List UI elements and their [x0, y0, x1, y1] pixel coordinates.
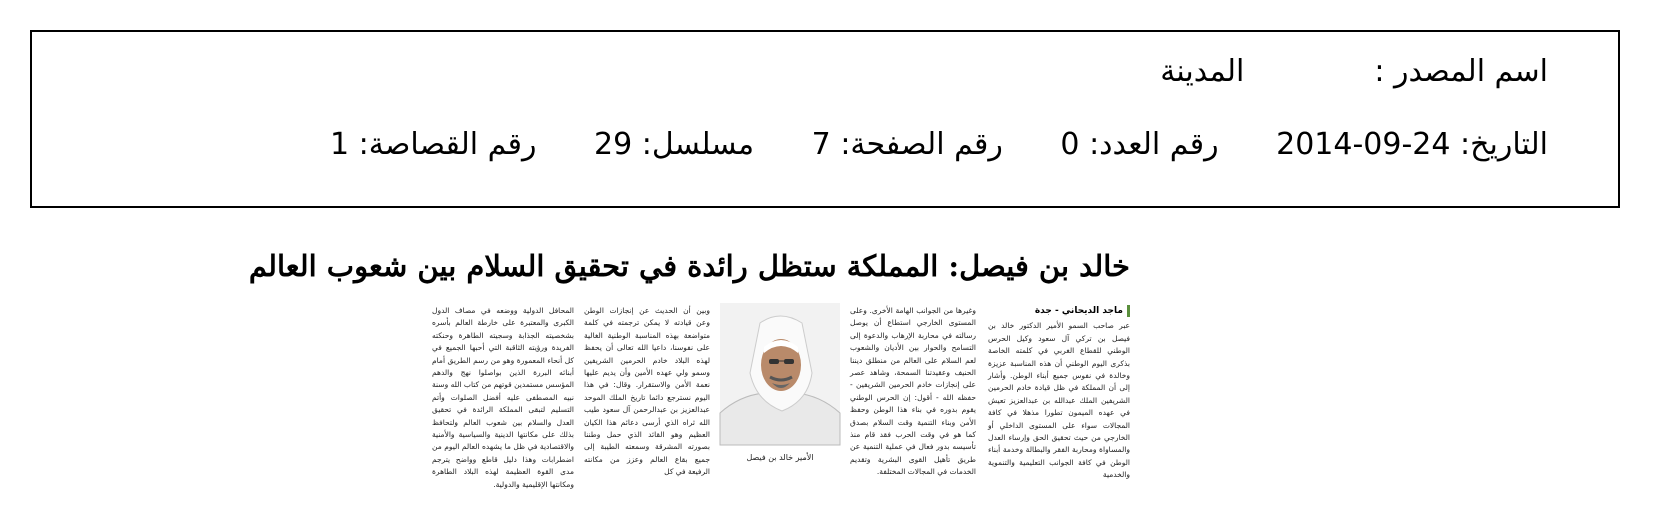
meta-row [330, 127, 1548, 162]
article-column-1 [988, 305, 1130, 505]
clip-value: 1 [330, 127, 350, 162]
clip-label: رقم القصاصة: [358, 127, 537, 162]
newspaper-clipping [248, 245, 1130, 502]
source-row [1160, 54, 1548, 89]
page-label: رقم الصفحة: [840, 127, 1003, 162]
photo-caption: الأمير خالد بن فيصل [746, 453, 814, 462]
source-info-box [30, 30, 1620, 208]
serial-label: مسلسل: [641, 127, 755, 162]
issue-value: 0 [1060, 127, 1080, 162]
article-column-3: وبين أن الحديث عن إنجازات الوطن وعن قيادته لا يمكن ترجمته في كلمة متواضعة بهذه المناسبة الوطنية الغالية على نفوسنا، داعيا الله تعالى أن يحفظ لهذه البلاد خادم الحرمين الشريفين وسمو ولي عهده الأمين وأن يديم عليها نعمة الأمن والاستقرار. وقال: في هذا اليوم نسترجع دائما تاريخ الملك الموحد عبدالعزيز بن عبدالرحمن آل سعود طيب الله ثراه الذي أرسى دعائم هذا الكيان العظيم وهو القائد الذي حمل وطننا بصورته المشرقة وسمعته الطيبة إلى جميع بقاع العالم وعزز من مكانته الرفيعة في كل [584, 306, 710, 477]
article-byline: ماجد الديحاني - جدة [1035, 305, 1130, 317]
source-label: اسم المصدر : [1374, 54, 1548, 89]
source-value: المدينة [1160, 54, 1245, 89]
article-headline: خالد بن فيصل: المملكة ستظل رائدة في تحقيق السلام بين شعوب العالم [248, 249, 1130, 283]
article-column-2: وغيرها من الجوانب الهامة الأخرى. وعلى المستوى الخارجي استطاع أن يوصل رسالته في محاربة الإرهاب والدعوة إلى التسامح والحوار بين الأديان والشعوب لعم السلام على العالم من منطلق ديننا الحنيف وعقيدتنا السمحة، وشاهد عصر على إنجازات خادم الحرمين الشريفين - حفظه الله - أقول: إن الحرس الوطني يقوم بدوره في بناء هذا الوطن وحفظ الأمن وبناء التنمية وقت السلام بصدق كما هو في وقت الحرب فقد قام منذ تأسيسه بدور فعال في عملية التنمية عن طريق تأهيل القوى البشرية وتقديم الخدمات في المجالات المختلفة. [850, 306, 976, 477]
portrait-photo [720, 303, 840, 445]
date-value: 2014-09-24 [1276, 127, 1451, 162]
serial-value: 29 [594, 127, 633, 162]
date-label: التاريخ: [1460, 127, 1548, 162]
page-value: 7 [811, 127, 831, 162]
article-column-1-text: عبر صاحب السمو الأمير الدكتور خالد بن فيصل بن تركي آل سعود وكيل الحرس الوطني للقطاع الغربي في كلمته الخاصة بذكرى اليوم الوطني أن هذه المناسبة عزيزة وخالدة في نفوس جميع أبناء الوطن. وأشار إلى أن المملكة في ظل قيادة خادم الحرمين الشريفين الملك عبدالله بن عبدالعزيز تعيش في عهده الميمون تطورا مذهلا في كافة المجالات سواء على المستوى الداخلي أو الخارجي من حيث تحقيق الحق وإرساء العدل والمساواة ومحاربة الفقر والبطالة وخدمة أبناء الوطن في كافة الجوانب التعليمية والتنموية والخدمية [988, 321, 1130, 480]
issue-label: رقم العدد: [1089, 127, 1219, 162]
article-column-4: المحافل الدولية ووضعه في مصاف الدول الكبرى والمعتبرة على خارطة العالم بأسره بشخصيته الجذابة وسجيته الطاهرة وحنكته الفريدة ورؤيته الثاقبة التي أحبها الجميع في كل أنحاء المعمورة وهو من رسم الطريق أمام أبنائه البررة الذين بواصلوا نهج والدهم المؤسس مستمدين قوتهم من كتاب الله وسنة نبيه المصطفى عليه أفضل الصلوات وأتم التسليم لتبقى المملكة الرائدة في تحقيق العدل والسلام بين شعوب العالم ولتحافظ بذلك على مكانتها الدينية والسياسية والأمنية والاقتصادية في ظل ما يشهده العالم اليوم من اضطرابات وهذا دليل قاطع وواضح يترجم مدى القوة العظيمة لهذه البلاد الطاهرة ومكانتها الإقليمية والدولية. [432, 306, 574, 489]
